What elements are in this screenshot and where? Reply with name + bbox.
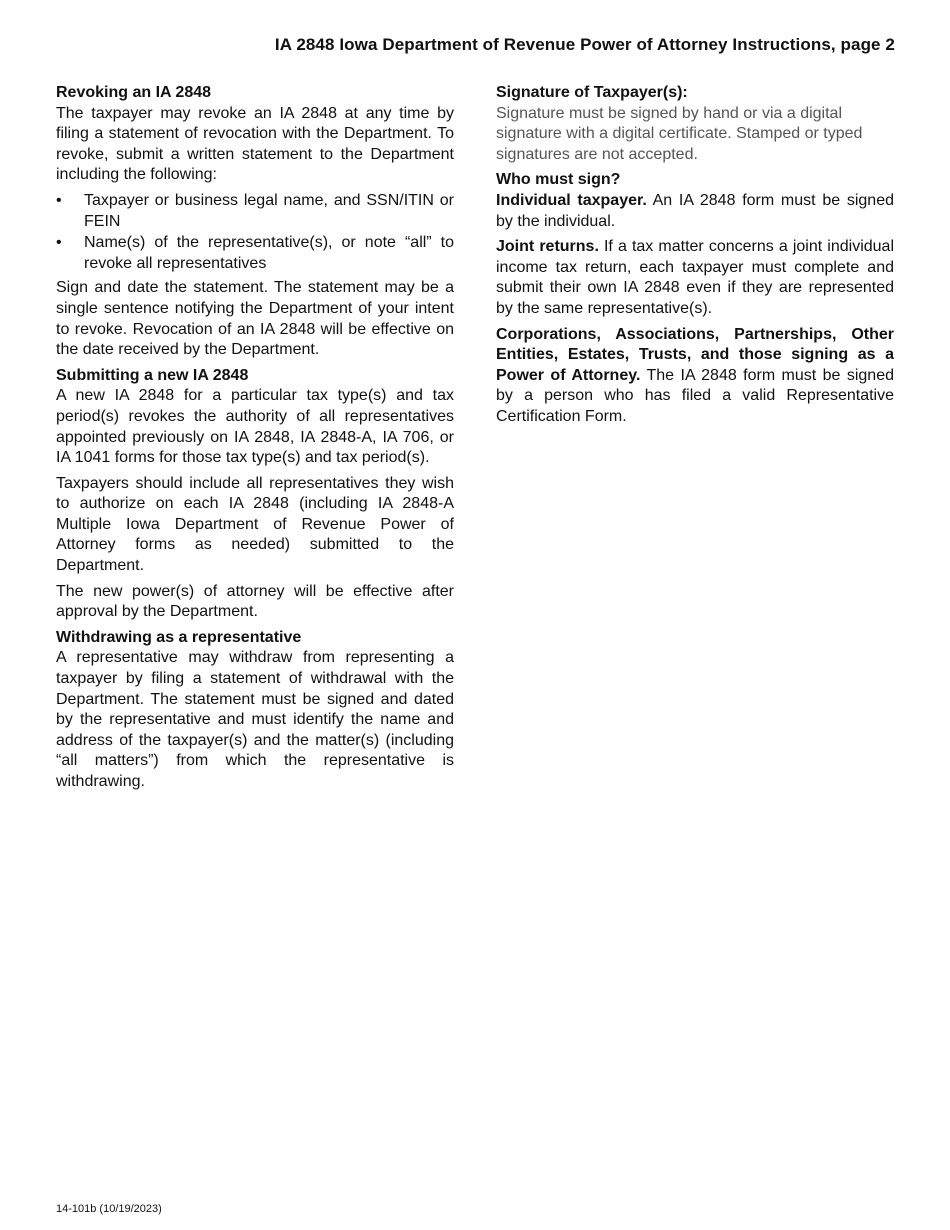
joint-returns-label: Joint returns. xyxy=(496,238,599,256)
revoking-paragraph-2: Sign and date the statement. The statement may be a single sentence notifying the Department of your intent to revoke. Revocation of an IA 2848 will be effective on the date received by the Department. xyxy=(56,279,454,359)
left-column xyxy=(56,83,454,798)
withdrawing-paragraph-1: A representative may withdraw from representing a taxpayer by filing a statement of withdrawal with the Department. The statement must be signed and dated by the representative and must identify the name and address of the taxpayer(s) and the matter(s) (including “all matters”) from which the representative is withdrawing. xyxy=(56,649,454,790)
corporations-label: Corporations, Associations, Partnerships, Other Entities, Estates, Trusts, and those signing as a Power of Attorney. xyxy=(496,325,894,384)
list-item xyxy=(56,191,454,232)
right-column xyxy=(496,83,894,433)
signature-heading: Signature of Taxpayer(s): xyxy=(496,84,688,101)
corporations-text: The IA 2848 form must be signed by a person who has filed a valid Representative Certification Form. xyxy=(496,366,895,425)
who-must-sign-heading: Who must sign? xyxy=(496,171,621,189)
list-item xyxy=(56,233,454,274)
submitting-heading: Submitting a new IA 2848 xyxy=(56,366,249,384)
individual-taxpayer-label: Individual taxpayer. xyxy=(496,191,647,209)
revoking-heading: Revoking an IA 2848 xyxy=(56,84,212,101)
submitting-paragraph-2: Taxpayers should include all representatives they wish to authorize on each IA 2848 (including IA 2848-A Multiple Iowa Department of Revenue Power of Attorney forms as needed) submitted to the Department. xyxy=(56,474,454,575)
joint-returns-text: If a tax matter concerns a joint individual income tax return, each taxpayer must complete and submit their own IA 2848 even if they are represented by the same representative(s). xyxy=(496,238,895,317)
submitting-paragraph-1: A new IA 2848 for a particular tax type(s) and tax period(s) revokes the authority of all representatives appointed previously on IA 2848, IA 2848-A, IA 706, or IA 1041 forms for those tax type(s) and tax period(s). xyxy=(56,387,454,467)
joint-returns-paragraph xyxy=(496,237,894,319)
corporations-paragraph xyxy=(496,325,894,428)
signature-text: Signature must be signed by hand or via a digital signature with a digital certificate. Stamped or typed signatures are not accepted. xyxy=(496,104,863,163)
form-id-footer: 14-101b (10/19/2023) xyxy=(56,1203,162,1215)
bullet-text: Name(s) of the representative(s), or note “all” to revoke all representatives xyxy=(84,234,454,272)
bullet-icon: • xyxy=(56,191,62,209)
bullet-icon: • xyxy=(56,234,62,252)
page-header-title: IA 2848 Iowa Department of Revenue Power of Attorney Instructions, page 2 xyxy=(274,35,895,54)
revoking-intro: The taxpayer may revoke an IA 2848 at any time by filing a statement of revocation with the Department. To revoke, submit a written statement to the Department including the following: xyxy=(56,104,454,184)
bullet-text: Taxpayer or business legal name, and SSN/ITIN or FEIN xyxy=(84,191,454,230)
individual-taxpayer-text: An IA 2848 form must be signed by the individual. xyxy=(496,191,894,230)
submitting-paragraph-3: The new power(s) of attorney will be effective after approval by the Department. xyxy=(56,582,454,621)
withdrawing-heading: Withdrawing as a representative xyxy=(56,628,302,646)
individual-taxpayer-paragraph xyxy=(496,191,894,232)
revoking-bullet-list xyxy=(56,191,454,274)
